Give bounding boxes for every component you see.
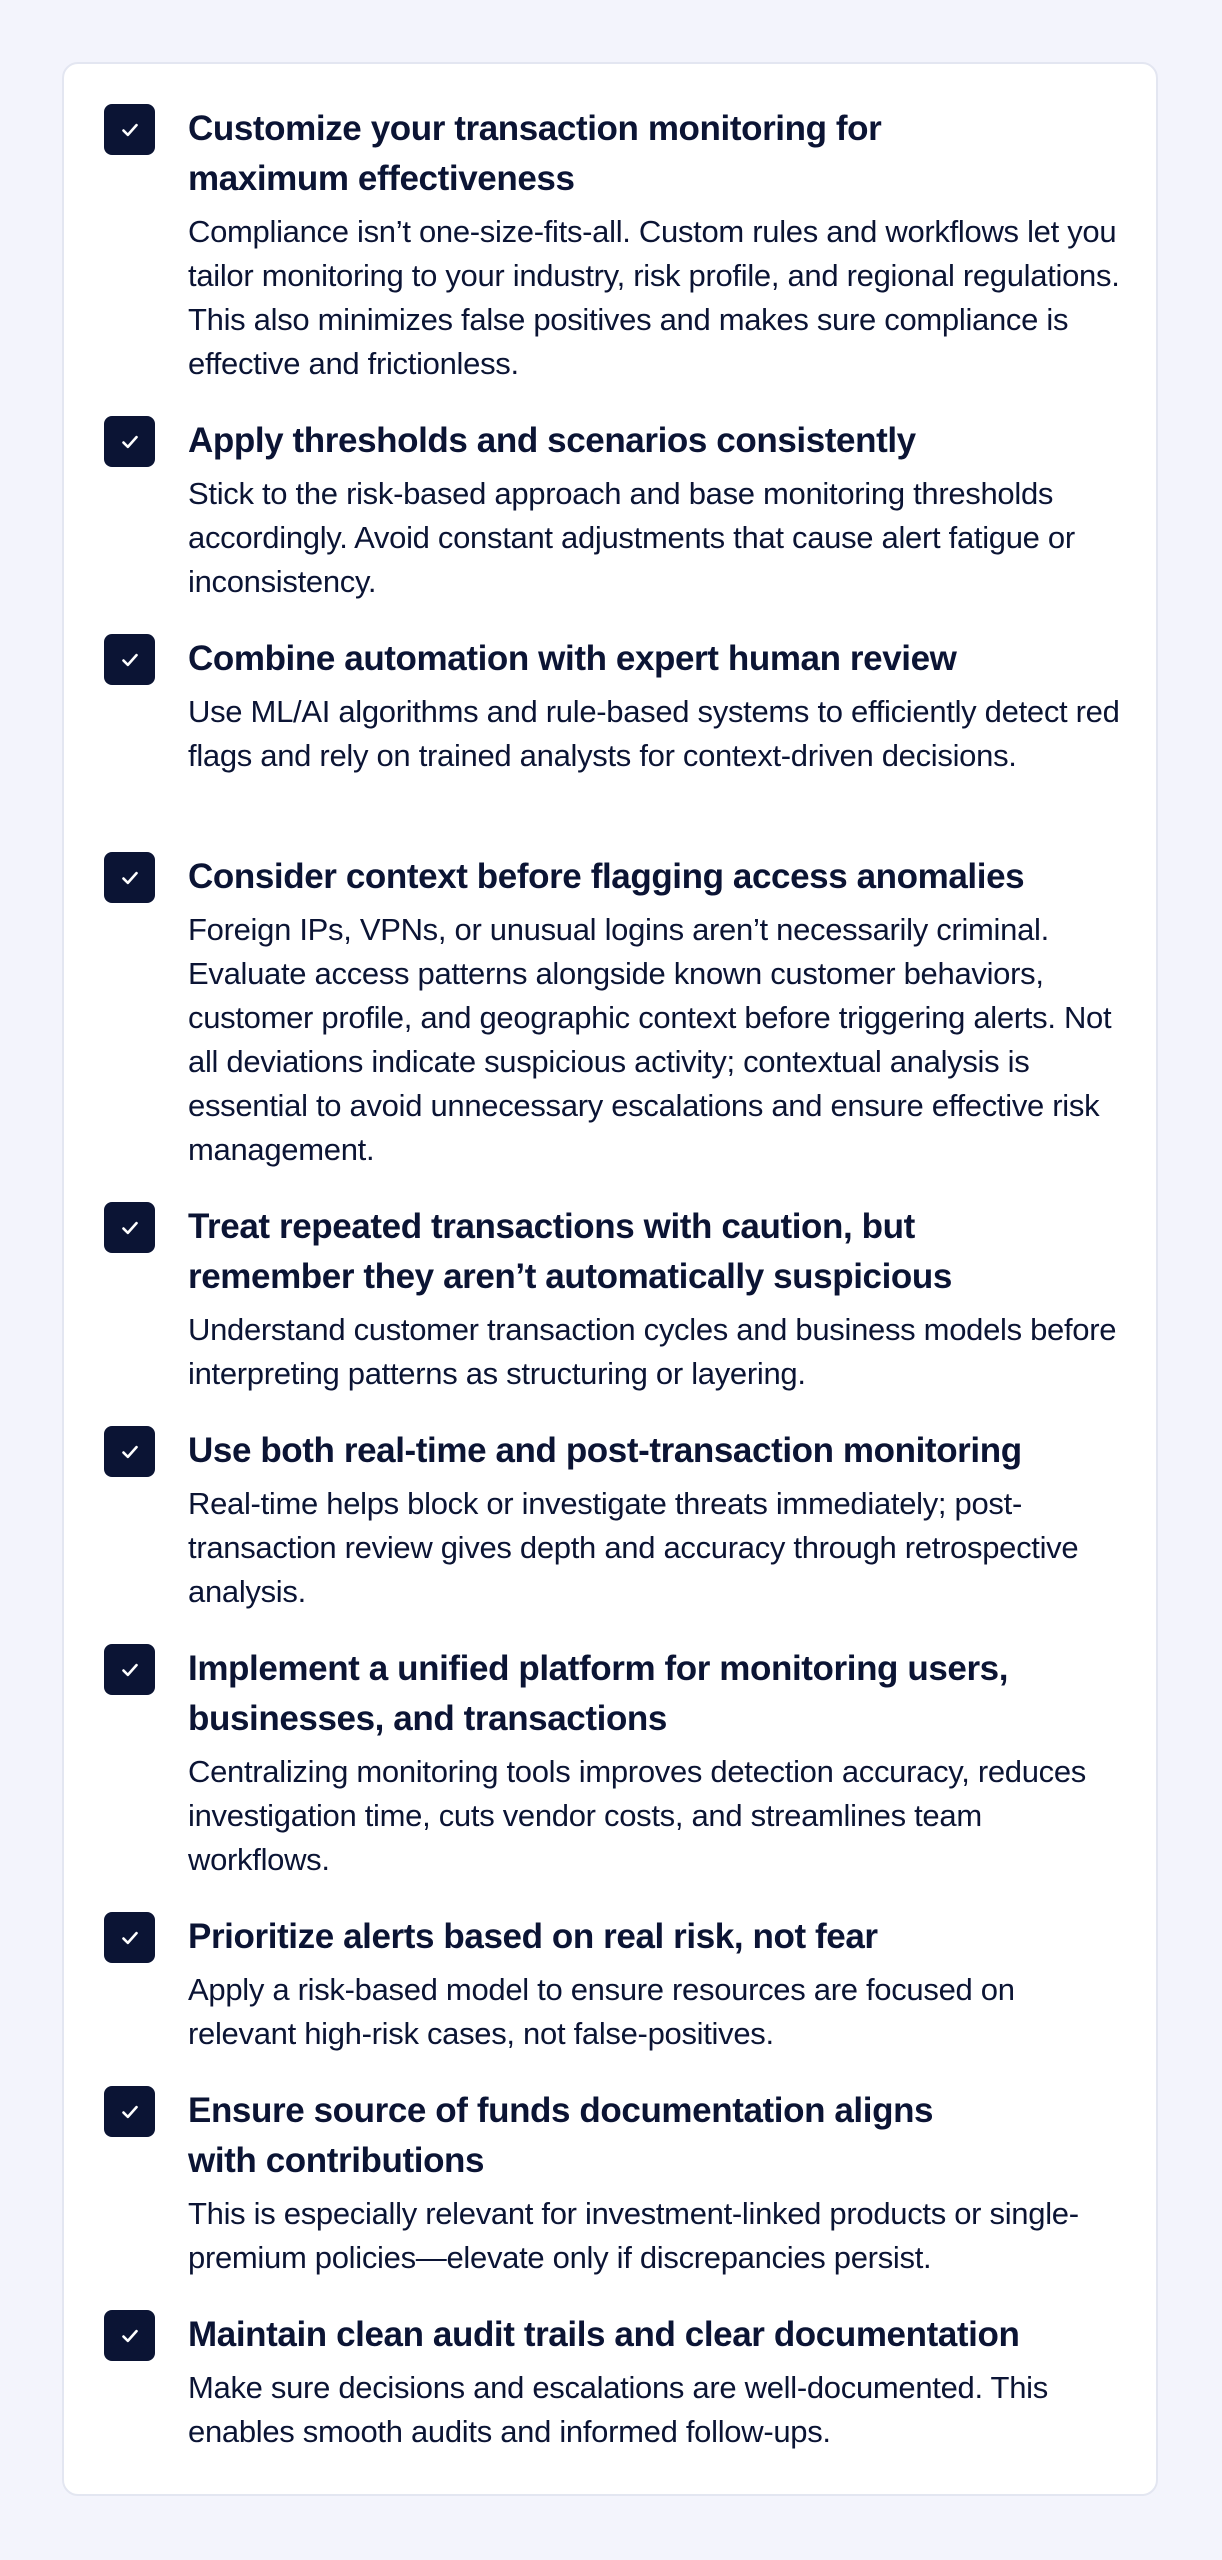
checklist-card [62, 62, 1158, 2496]
item-description: Real-time helps block or investigate threats immediately; post-transaction review gives depth and accuracy through retrospective analysis. [188, 1486, 1079, 1609]
checkbox-checked-icon [104, 634, 155, 685]
checkbox-checked-icon [104, 1644, 155, 1695]
item-title: Treat repeated transactions with caution, but remember they aren’t automatically suspicious [188, 1207, 952, 1296]
checkbox-checked-icon [104, 1202, 155, 1253]
checkbox-checked-icon [104, 416, 155, 467]
item-title: Customize your transaction monitoring for maximum effectiveness [188, 109, 882, 198]
item-description: Understand customer transaction cycles and business models before interpreting patterns as structuring or layering. [188, 1312, 1117, 1391]
checkbox-checked-icon [104, 2310, 155, 2361]
item-description: Use ML/AI algorithms and rule-based systems to efficiently detect red flags and rely on trained analysts for context-driven decisions. [188, 694, 1120, 773]
item-description: Centralizing monitoring tools improves detection accuracy, reduces investigation time, cuts vendor costs, and streamlines team workflows. [188, 1754, 1087, 1877]
item-title: Prioritize alerts based on real risk, not fear [188, 1917, 878, 1956]
item-title: Apply thresholds and scenarios consistently [188, 421, 916, 460]
item-title: Ensure source of funds documentation aligns with contributions [188, 2091, 934, 2180]
item-description: Stick to the risk-based approach and base monitoring thresholds accordingly. Avoid constant adjustments that cause alert fatigue or inconsistency. [188, 476, 1075, 599]
item-title: Combine automation with expert human review [188, 639, 957, 678]
checkbox-checked-icon [104, 104, 155, 155]
item-title: Consider context before flagging access anomalies [188, 857, 1025, 896]
item-description: Foreign IPs, VPNs, or unusual logins aren’t necessarily criminal. Evaluate access patterns alongside known customer behaviors, customer profile, and geographic context before triggering alerts. Not all deviations indicate suspicious activity; contextual analysis is essential to avoid unnecessary escalations and ensure effective risk management. [188, 912, 1112, 1167]
checkbox-checked-icon [104, 2086, 155, 2137]
item-title: Implement a unified platform for monitoring users, businesses, and transactions [188, 1649, 1009, 1738]
checkbox-checked-icon [104, 1912, 155, 1963]
item-description: Make sure decisions and escalations are well-documented. This enables smooth audits and informed follow-ups. [188, 2370, 1048, 2449]
checklist [64, 64, 1156, 2494]
checkbox-checked-icon [104, 852, 155, 903]
item-description: Apply a risk-based model to ensure resources are focused on relevant high-risk cases, not false-positives. [188, 1972, 1015, 2051]
item-description: Compliance isn’t one-size-fits-all. Custom rules and workflows let you tailor monitoring to your industry, risk profile, and regional regulations. This also minimizes false positives and makes sure compliance is effective and frictionless. [188, 214, 1120, 381]
item-description: This is especially relevant for investment-linked products or single-premium policies—elevate only if discrepancies persist. [188, 2196, 1079, 2275]
item-title: Maintain clean audit trails and clear documentation [188, 2315, 1020, 2354]
item-title: Use both real-time and post-transaction monitoring [188, 1431, 1022, 1470]
checkbox-checked-icon [104, 1426, 155, 1477]
